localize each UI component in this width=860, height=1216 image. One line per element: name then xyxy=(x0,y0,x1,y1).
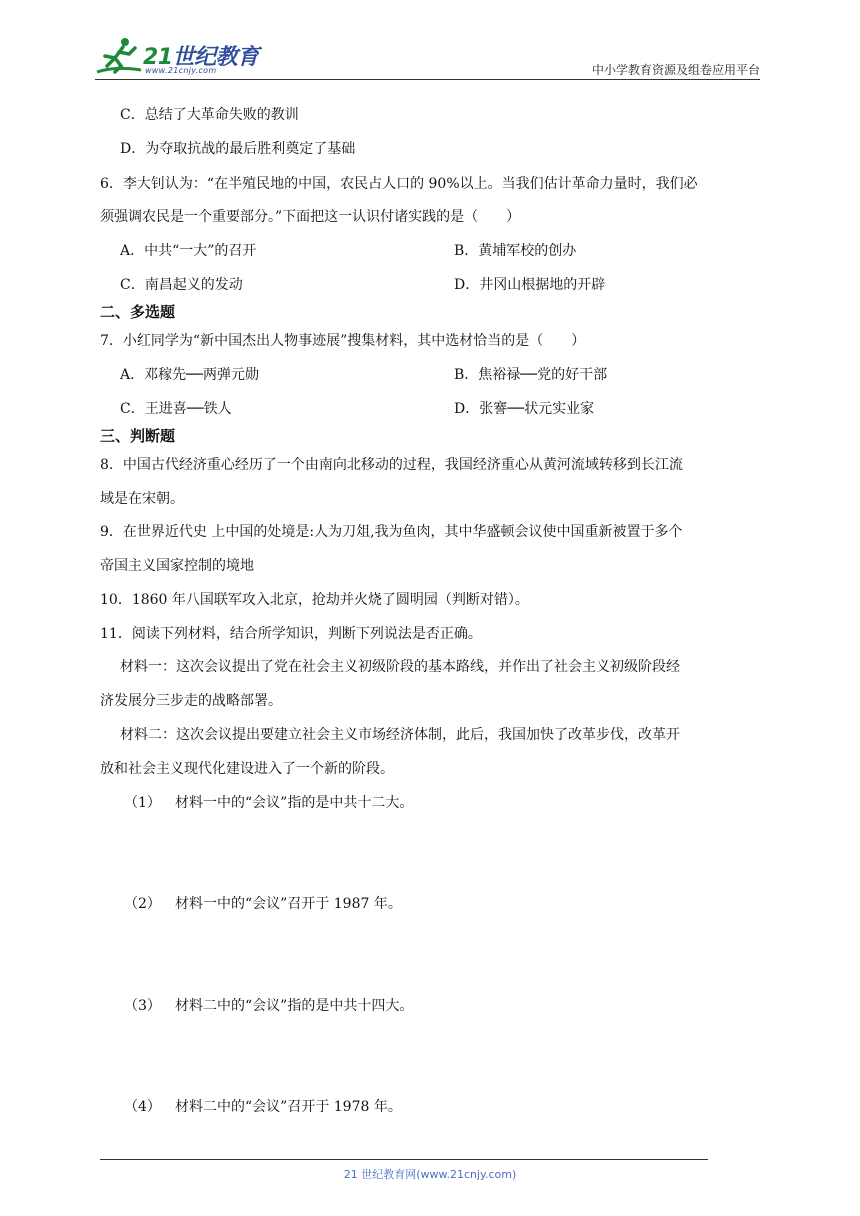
q7-option-c: C．王进喜──铁人 xyxy=(120,401,232,417)
q8-line1: 8．中国古代经济重心经历了一个由南向北移动的过程，我国经济重心从黄河流域转移到长江流 xyxy=(100,457,683,473)
header-divider xyxy=(95,79,760,80)
q6-option-a: A．中共“一大”的召开 xyxy=(120,243,257,259)
q11-sub2-number: （2） xyxy=(124,896,161,912)
section-true-false: 三、判断题 xyxy=(100,427,176,445)
q7-stem: 7．小红同学为“新中国杰出人物事迹展”搜集材料，其中选材恰当的是（ ） xyxy=(100,333,586,349)
section-multiple-choice: 二、多选题 xyxy=(100,303,176,321)
q8-line2: 域是在宋朝。 xyxy=(100,491,184,507)
q11-material2-line2: 放和社会主义现代化建设进入了一个新的阶段。 xyxy=(100,761,394,777)
q11-material1-line1: 材料一：这次会议提出了党在社会主义初级阶段的基本路线，并作出了社会主义初级阶段经 xyxy=(120,659,680,675)
runner-logo-icon xyxy=(95,36,145,80)
q11-sub1-number: （1） xyxy=(124,795,161,811)
q6-option-b: B．黄埔军校的创办 xyxy=(454,243,577,259)
logo-name: 世纪教育 xyxy=(172,45,259,70)
q5-option-c: C．总结了大革命失败的教训 xyxy=(120,107,299,123)
q7-option-d: D．张謇──状元实业家 xyxy=(454,401,595,417)
site-logo xyxy=(95,36,265,76)
q11-sub4-number: （4） xyxy=(124,1099,161,1115)
q11-sub2: 材料一中的“会议”召开于 1987 年。 xyxy=(175,896,402,912)
q6-option-d: D．井冈山根据地的开辟 xyxy=(454,277,606,293)
q6-stem-line1: 6．李大钊认为：“在半殖民地的中国，农民占人口的 90%以上。当我们估计革命力量时，我们必 xyxy=(100,176,698,192)
q7-option-a: A．邓稼先──两弹元勋 xyxy=(120,367,259,383)
q11-sub1: 材料一中的“会议”指的是中共十二大。 xyxy=(175,795,414,811)
q6-stem-line2: 须强调农民是一个重要部分。”下面把这一认识付诸实践的是（ ） xyxy=(100,209,521,225)
q6-option-c: C．南昌起义的发动 xyxy=(120,277,243,293)
q9-line1: 9．在世界近代史 上中国的处境是:人为刀俎,我为鱼肉，其中华盛顿会议使中国重新被置于多个 xyxy=(100,524,683,540)
q10: 10．1860 年八国联军攻入北京，抢劫并火烧了圆明园（判断对错）。 xyxy=(100,592,529,608)
logo-url: www.21cnjy.com xyxy=(145,66,217,75)
platform-name: 中小学教育资源及组卷应用平台 xyxy=(591,63,760,77)
q11-material2-line1: 材料二：这次会议提出要建立社会主义市场经济体制，此后，我国加快了改革步伐，改革开 xyxy=(120,727,680,743)
q7-option-b: B．焦裕禄──党的好干部 xyxy=(454,367,608,383)
q5-option-d: D．为夺取抗战的最后胜利奠定了基础 xyxy=(120,141,356,157)
q11-sub3: 材料二中的“会议”指的是中共十四大。 xyxy=(175,998,414,1014)
q11-sub3-number: （3） xyxy=(124,998,161,1014)
page-footer: 21 世纪教育网(www.21cnjy.com) xyxy=(343,1168,517,1181)
q11-material1-line2: 济发展分三步走的战略部署。 xyxy=(100,693,282,709)
page-header xyxy=(95,30,760,80)
q9-line2: 帝国主义国家控制的境地 xyxy=(100,558,254,574)
q11-intro: 11．阅读下列材料，结合所学知识，判断下列说法是否正确。 xyxy=(100,626,482,642)
q11-sub4: 材料二中的“会议”召开于 1978 年。 xyxy=(175,1099,402,1115)
logo-number: 21 xyxy=(143,45,173,70)
footer-divider xyxy=(100,1159,708,1160)
